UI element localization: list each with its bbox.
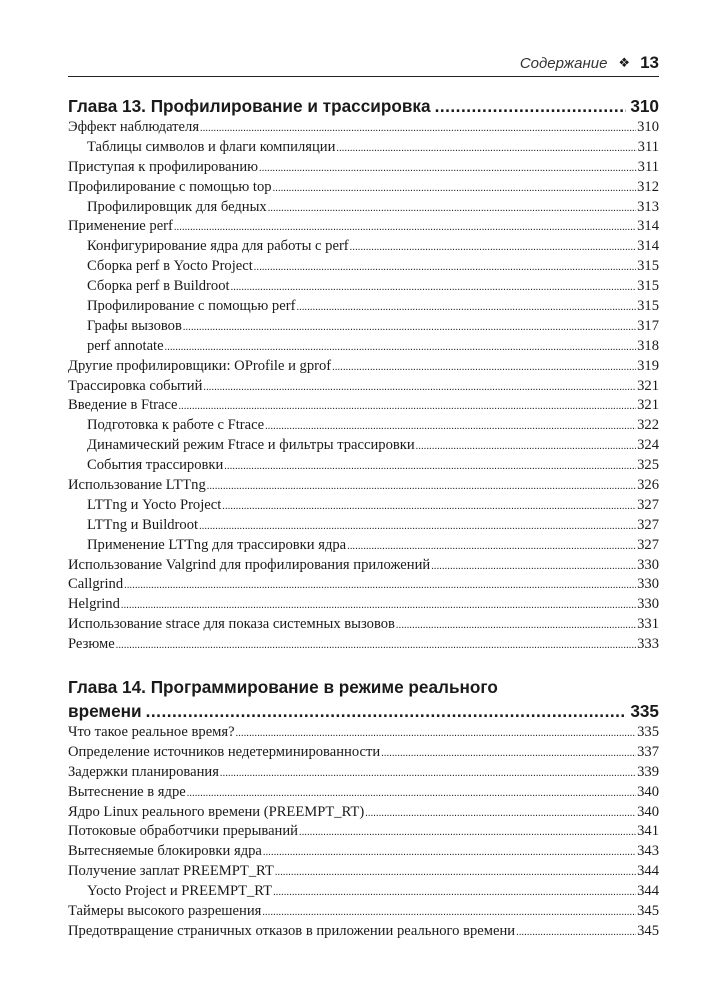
toc-subentry[interactable] [68,436,659,456]
toc-entry[interactable] [68,575,659,595]
toc-entry[interactable] [68,862,659,882]
toc-entry[interactable] [68,763,659,783]
leader-dots [121,596,636,616]
leader-dots [259,159,637,179]
leader-dots [199,517,636,537]
toc-entry[interactable] [68,902,659,922]
toc-subentry[interactable] [68,138,659,158]
leader-dots [396,616,636,636]
toc-subentry[interactable] [68,198,659,218]
chapter-heading[interactable] [68,699,659,723]
page-number: 13 [640,53,659,72]
toc-entry[interactable] [68,377,659,397]
entry-page: 314 [637,218,659,235]
toc-entry[interactable] [68,615,659,635]
entry-page: 339 [637,763,659,780]
leader-dots [262,903,636,923]
entry-label: Сборка perf в Buildroot [87,278,230,295]
toc-subentry[interactable] [68,237,659,257]
entry-label: Профилирование с помощью top [68,178,272,195]
entry-page: 312 [637,178,659,195]
entry-page: 319 [637,357,659,374]
entry-page: 310 [637,119,659,135]
toc-chapter-14 [68,675,659,942]
entry-label: Использование Valgrind для профилирования приложений [68,556,431,573]
leader-dots [116,636,636,656]
chapter-title: Глава 13. Профилирование и трассировка [68,96,431,116]
toc-entry[interactable] [68,922,659,942]
entry-label: Определение источников недетерминированности [68,743,381,760]
entry-label: Графы вызовов [87,317,182,334]
entry-label: Применение perf [68,218,173,235]
toc-entry[interactable] [68,396,659,416]
leader-dots [431,557,636,577]
toc-entry[interactable] [68,635,659,655]
toc-subentry[interactable] [68,882,659,902]
entry-page: 335 [637,724,659,740]
entry-label: Получение заплат PREEMPT_RT [68,863,274,880]
leader-dots [254,258,636,278]
entry-page: 315 [637,278,659,295]
entry-page: 327 [637,516,659,533]
leader-dots [365,804,636,824]
leader-dots [222,497,636,517]
entry-page: 325 [637,457,659,474]
entry-page: 340 [637,783,659,800]
leader-dots [263,843,636,863]
entry-page: 337 [637,743,659,760]
entry-label: Сборка perf в Yocto Project [87,258,253,275]
entry-label: LTTng и Yocto Project [87,496,222,513]
chapter-title-line1[interactable]: Глава 14. Программирование в режиме реального [68,677,498,697]
leader-dots [296,298,636,318]
toc-entry[interactable] [68,595,659,615]
running-header-title: Содержание [519,55,608,72]
entry-label: Применение LTTng для трассировки ядра [87,536,347,553]
toc-entry[interactable] [68,178,659,198]
entry-label: Yocto Project и PREEMPT_RT [87,883,273,900]
toc-subentry[interactable] [68,416,659,436]
leader-dots [207,477,636,497]
toc-entry[interactable] [68,357,659,377]
leader-dots [332,358,636,378]
leader-dots [347,537,636,557]
leader-dots [416,437,636,457]
leader-dots [124,576,636,596]
leader-dots [516,923,636,943]
entry-page: 318 [637,337,659,354]
ornament-diamond-icon: ❖ [618,56,631,71]
toc-entry-list [68,118,659,655]
toc-entry[interactable] [68,118,659,138]
entry-label: Callgrind [68,576,124,593]
leader-dots [203,378,636,398]
entry-label: Вытеснение в ядре [68,783,186,800]
entry-page: 311 [637,138,659,155]
entry-label: Подготовка к работе с Ftrace [87,417,265,434]
entry-label: Использование LTTng [68,477,206,494]
leader-dots [299,823,636,843]
toc-chapter-13 [68,94,659,655]
leader-dots [336,139,636,159]
entry-label: Helgrind [68,596,120,613]
entry-page: 344 [637,883,659,900]
entry-label: Задержки планирования [68,763,219,780]
entry-label: Трассировка событий [68,377,203,394]
chapter-heading[interactable] [68,94,659,118]
leader-dots [165,338,637,358]
entry-page: 317 [637,317,659,334]
toc-entry-list [68,723,659,942]
entry-label: Использование strace для показа системных вызовов [68,616,395,633]
entry-page: 330 [637,556,659,573]
leader-dots [220,764,636,784]
leader-dots [231,278,637,298]
chapter-page: 335 [630,701,659,721]
toc-subentry[interactable] [68,317,659,337]
entry-page: 315 [637,258,659,275]
running-header [68,50,659,77]
toc-subentry[interactable] [68,516,659,536]
entry-page: 330 [637,576,659,593]
entry-page: 330 [637,596,659,613]
entry-label: Эффект наблюдателя [68,119,200,135]
entry-label: Ядро Linux реального времени (PREEMPT_RT) [68,803,365,820]
entry-label: Введение в Ftrace [68,397,178,414]
leader-dots [268,199,636,219]
toc-entry[interactable] [68,822,659,842]
entry-page: 341 [637,823,659,840]
toc-entry[interactable] [68,158,659,178]
leader-dots [381,744,636,764]
entry-page: 321 [637,397,659,414]
toc-subentry[interactable] [68,297,659,317]
entry-page: 344 [637,863,659,880]
entry-page: 343 [637,843,659,860]
leader-dots [236,724,637,744]
entry-page: 327 [637,536,659,553]
entry-page: 314 [637,238,659,255]
toc-entry[interactable] [68,723,659,743]
toc-subentry[interactable] [68,277,659,297]
toc-entry[interactable] [68,803,659,823]
leader-dots [350,238,636,258]
leader-dots [275,863,636,883]
entry-label: Резюме [68,636,115,653]
entry-label: Таймеры высокого разрешения [68,903,262,920]
entry-page: 345 [637,903,659,920]
leader-dots [178,397,636,417]
toc-subentry[interactable] [68,496,659,516]
entry-label: Другие профилировщики: OProfile и gprof [68,357,332,374]
entry-label: LTTng и Buildroot [87,516,199,533]
entry-label: Потоковые обработчики прерываний [68,823,298,840]
entry-page: 345 [637,922,659,939]
chapter-title-line2: времени [68,701,142,721]
toc-subentry[interactable] [68,337,659,357]
entry-page: 313 [637,198,659,215]
leader-dots [187,784,636,804]
entry-page: 321 [637,377,659,394]
entry-label: Вытесняемые блокировки ядра [68,843,262,860]
entry-label: Динамический режим Ftrace и фильтры трассировки [87,437,415,454]
toc-entry[interactable] [68,743,659,763]
entry-label: События трассировки [87,457,224,474]
toc-entry[interactable] [68,842,659,862]
entry-label: Что такое реальное время? [68,724,235,740]
leader-dots [265,417,636,437]
toc-subentry[interactable] [68,536,659,556]
entry-label: Профилирование с помощью perf [87,298,296,315]
chapter-page: 310 [630,96,659,116]
entry-page: 322 [637,417,659,434]
entry-label: Конфигурирование ядра для работы с perf [87,238,349,255]
leader-dots [273,883,636,903]
entry-label: perf annotate [87,337,164,354]
entry-label: Таблицы символов и флаги компиляции [87,138,336,155]
toc-entry[interactable] [68,783,659,803]
entry-page: 326 [637,477,659,494]
entry-label: Предотвращение страничных отказов в приложении реального времени [68,922,516,939]
entry-page: 331 [637,616,659,633]
leader-dots [146,699,627,723]
entry-label: Профилировщик для бедных [87,198,267,215]
entry-page: 327 [637,496,659,513]
leader-dots [435,94,627,118]
toc-entry[interactable] [68,476,659,496]
entry-page: 311 [637,158,659,175]
entry-page: 333 [637,636,659,653]
entry-label: Приступая к профилированию [68,158,259,175]
toc-entry[interactable] [68,217,659,237]
leader-dots [200,119,636,139]
leader-dots [174,218,636,238]
leader-dots [273,179,637,199]
toc-subentry[interactable] [68,456,659,476]
leader-dots [183,318,636,338]
toc-entry[interactable] [68,556,659,576]
entry-page: 315 [637,298,659,315]
entry-page: 340 [637,803,659,820]
toc-subentry[interactable] [68,257,659,277]
entry-page: 324 [637,437,659,454]
leader-dots [224,457,636,477]
